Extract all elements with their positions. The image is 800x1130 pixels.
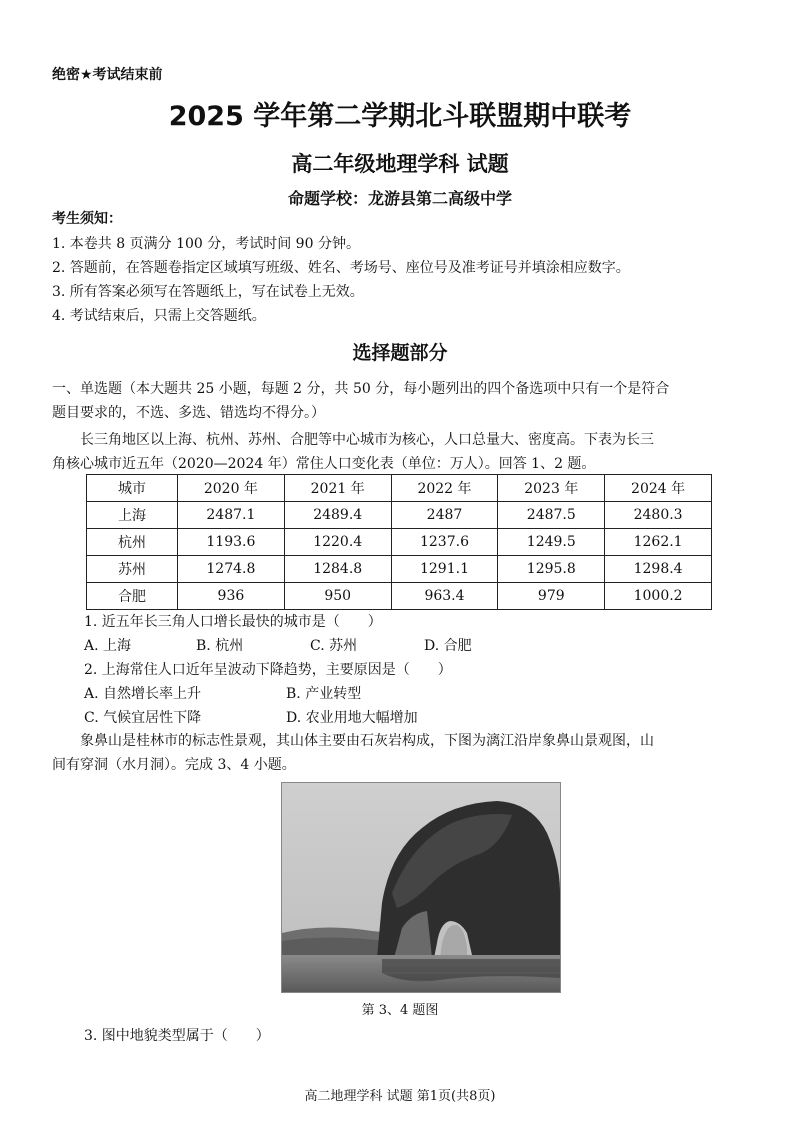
confidential-label: 绝密★考试结束前: [52, 67, 163, 83]
table-cell: 950: [284, 583, 391, 610]
table-cell: 1274.8: [178, 556, 285, 583]
table-cell: 1000.2: [605, 583, 712, 610]
part1-line: 题目要求的，不选、多选、错选均不得分。）: [52, 405, 325, 421]
question-2-option-c: C. 气候宜居性下降: [84, 710, 202, 726]
table-cell: 杭州: [87, 529, 178, 556]
table-cell: 1237.6: [391, 529, 498, 556]
notice-item: 3. 所有答案必须写在答题纸上，写在试卷上无效。: [52, 284, 364, 300]
table-cell: 1249.5: [498, 529, 605, 556]
question-2-option-b: B. 产业转型: [286, 686, 362, 702]
notice-heading: 考生须知：: [52, 211, 122, 227]
table-cell: 2487: [391, 502, 498, 529]
table-cell: 2487.1: [178, 502, 285, 529]
intro2-line: 象鼻山是桂林市的标志性景观，其山体主要由石灰岩构成，下图为漓江沿岸象鼻山景观图，山: [80, 733, 654, 749]
population-table: [86, 474, 712, 610]
table-cell: 979: [498, 583, 605, 610]
table-cell: 合肥: [87, 583, 178, 610]
exam-title: 2025 学年第二学期北斗联盟期中联考: [168, 101, 632, 132]
table-cell: 2487.5: [498, 502, 605, 529]
table-cell: 1262.1: [605, 529, 712, 556]
table-cell: 1220.4: [284, 529, 391, 556]
table-header-cell: 2023 年: [498, 475, 605, 502]
table-cell: 1298.4: [605, 556, 712, 583]
table-row: [87, 556, 712, 583]
table-cell: 936: [178, 583, 285, 610]
table-row: [87, 583, 712, 610]
question-1-option-a: A. 上海: [84, 638, 132, 654]
elephant-trunk-hill-photo: [281, 782, 561, 993]
intro-passage-2: [52, 729, 772, 777]
exam-subtitle: 高二年级地理学科 试题: [291, 152, 509, 176]
question-2-option-a: A. 自然增长率上升: [84, 686, 202, 702]
table-cell: 963.4: [391, 583, 498, 610]
table-cell: 1291.1: [391, 556, 498, 583]
table-row: [87, 529, 712, 556]
notice-item: 2. 答题前，在答题卷指定区域填写班级、姓名、考场号、座位号及准考证号并填涂相应数字。: [52, 260, 630, 276]
table-cell: 2480.3: [605, 502, 712, 529]
table-cell: 上海: [87, 502, 178, 529]
table-header-cell: 2022 年: [391, 475, 498, 502]
question-1-stem: 1. 近五年长三角人口增长最快的城市是（ ）: [84, 614, 382, 630]
intro-passage-1: [52, 428, 772, 476]
table-header-row: [87, 475, 712, 502]
page-footer: 高二地理学科 试题 第1页(共8页): [304, 1089, 496, 1104]
setter-school: 命题学校：龙游县第二高级中学: [287, 189, 512, 208]
question-1-option-d: D. 合肥: [424, 638, 472, 654]
table-cell: 1295.8: [498, 556, 605, 583]
question-2-option-d: D. 农业用地大幅增加: [286, 710, 418, 726]
intro1-line: 角核心城市近五年（2020—2024 年）常住人口变化表（单位：万人）。回答 1、2 题。: [52, 456, 596, 472]
intro2-line: 间有穿洞（水月洞）。完成 3、4 小题。: [52, 757, 296, 773]
intro1-line: 长三角地区以上海、杭州、苏州、合肥等中心城市为核心，人口总量大、密度高。下表为长三: [80, 432, 654, 448]
table-header-cell: 城市: [87, 475, 178, 502]
question-3-stem: 3. 图中地貌类型属于（ ）: [84, 1028, 270, 1044]
table-cell: 1284.8: [284, 556, 391, 583]
part1-instructions: [52, 377, 772, 425]
landscape-photo-illustration: [282, 783, 560, 992]
figure-caption: 第 3、4 题图: [361, 1003, 439, 1018]
table-row: [87, 502, 712, 529]
question-2-stem: 2. 上海常住人口近年呈波动下降趋势，主要原因是（ ）: [84, 662, 452, 678]
table-header-cell: 2020 年: [178, 475, 285, 502]
table-cell: 2489.4: [284, 502, 391, 529]
table-header-cell: 2024 年: [605, 475, 712, 502]
question-1-option-b: B. 杭州: [196, 638, 244, 654]
question-1-option-c: C. 苏州: [310, 638, 358, 654]
notice-item: 1. 本卷共 8 页满分 100 分，考试时间 90 分钟。: [52, 236, 360, 252]
table-cell: 1193.6: [178, 529, 285, 556]
section-title: 选择题部分: [352, 342, 448, 364]
table-cell: 苏州: [87, 556, 178, 583]
notice-item: 4. 考试结束后，只需上交答题纸。: [52, 308, 266, 324]
table-header-cell: 2021 年: [284, 475, 391, 502]
part1-line: 一、单选题（本大题共 25 小题，每题 2 分，共 50 分，每小题列出的四个备选项中只有一个是符合: [52, 381, 670, 397]
